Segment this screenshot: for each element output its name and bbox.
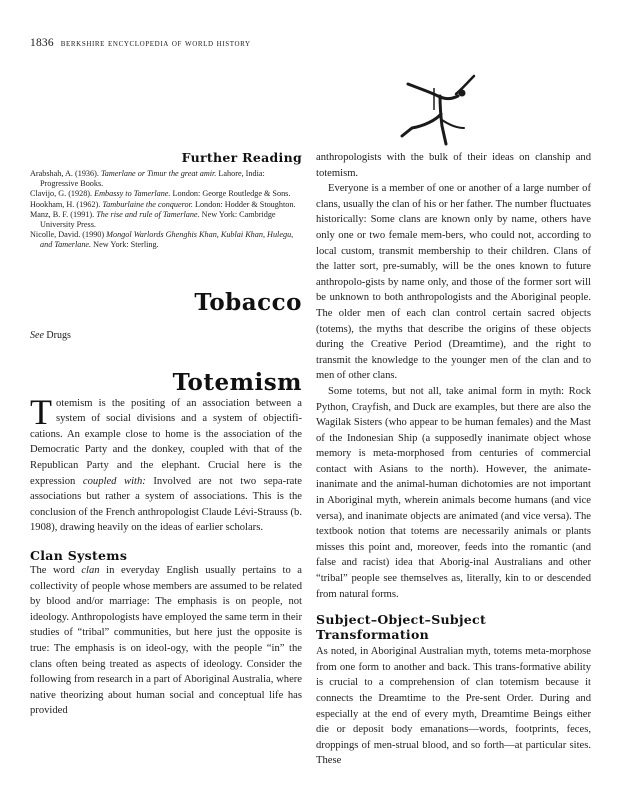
right-paragraph-1: anthropologists with the bulk of their ideas on clanship and totemism. xyxy=(316,152,591,179)
see-target: Drugs xyxy=(46,329,71,341)
reference-item: Clavijo, G. (1928). Embassy to Tamerlane. London: George Routledge & Sons. xyxy=(30,189,291,199)
right-column xyxy=(316,150,591,769)
subject-object-subject-heading: Subject–Object–Subject Transformation xyxy=(316,612,487,643)
page-number: 1836 xyxy=(30,37,54,49)
see-label: See xyxy=(30,329,44,341)
reference-list xyxy=(30,169,302,251)
right-paragraph-4: As noted, in Aboriginal Australian myth, totems meta-morphose from one form to another and back. This trans-formative ability is crucial to a comprehension of clan totemism because it connects the Dreamtime to the Pre-sent Order. During and especially at the end of every myth, Dreamtime Beings either die or deposit body emanations—words, footprints, feces, droppings of men-strual blood, and so forth—at particular sites. These xyxy=(316,646,591,767)
entry-title-totemism: Totemism xyxy=(172,368,302,396)
cross-reference xyxy=(30,330,302,341)
right-paragraph-2: Everyone is a member of one or another of a large number of clans, usually the clan of his or her father. The number fluctuates historically: Some clans are known only by name, others have only one or two female mem-bers, who could not, according to local custom, transmit membership to their children. Clans of the latter sort, pre-sumably, will be the ones known to future anthropolo-gists by name only, and those of the former sort will be unknown to both anthropologists and the Aboriginal people. The older men of each clan control certain sacred objects (totems), the myths that describe the origins of these objects during the Creative Period (Dreamtime), and the right to transmit the knowledge to the younger men of the clan and to men of other clans. xyxy=(316,183,591,382)
right-paragraph-3: Some totems, but not all, take animal form in myth: Rock Python, Crayfish, and Duck are examples, but there are also the Wagilak Sisters (who appear to be human females) and the Mast of the Indonesian Ship (a supposedly inanimate object whose memory is meta-morphosed from centuries of commercial contact with Asians to the north). However, the animate-inanimate and the animal-human dichotomies are not important in Aboriginal myth, wherein animals become humans (and vice versa), and inanimate objects are animated (and vice versa). The textbook notion that totems are necessarily animals or plants misses this point and, moreover, feeds into the romantic (and false and racist) idea that Aborig-inal Australians and other “tribal” people see themselves as, literally, kin to or descended from natural forms. xyxy=(316,385,591,600)
reference-item: Arabshah, A. (1936). Tamerlane or Timur the great amir. Lahore, India: Progressive Books. xyxy=(30,169,265,189)
reference-item: Nicolle, David. (1990) Mongol Warlords Ghenghis Khan, Kublai Khan, Hulegu, and Tamerlane. New York: Sterling. xyxy=(30,230,294,250)
running-head-title: berkshire encyclopedia of world history xyxy=(60,39,251,49)
dancing-figure-icon xyxy=(378,66,488,146)
clan-paragraph: The word clan in everyday English usually pertains to a collectivity of people whose members are assumed to be related by blood and/or marriage: The emphasis is on people, not ideology. Anthropologists have employed the same term in their studies of “tribal” communities, but here just the opposite is true: The emphasis is on ideol-ogy, with the people “in” the clans often being treated as aspects of ideology. Consider the following from research in a part of Aboriginal Australia, where native theorizing about human social and conceptual life has provided xyxy=(30,564,302,717)
reference-item: Hookham, H. (1962). Tamburlaine the conqueror. London: Hodder & Stoughton. xyxy=(30,199,296,209)
totemism-intro: Totemism is the positing of an association between a system of social divisions and a system of objectifi-cations. An example close to home is the association of the Democratic Party and the donkey, coupled with that of the Republican Party and the elephant. Crucial here is the expression coupled with: Involved are not two sepa-rate associations but rather a system of associations. This is the conclusion of the French anthropologist Claude Lévi-Strauss (b. 1908), drawing heavily on the ideas of earlier scholars. xyxy=(30,391,302,534)
clan-systems-heading: Clan Systems xyxy=(30,547,128,563)
drop-cap: T xyxy=(30,391,52,432)
running-head xyxy=(30,37,251,49)
entry-title-tobacco: Tobacco xyxy=(194,288,302,316)
left-column xyxy=(30,150,302,719)
further-reading-heading: Further Reading xyxy=(181,150,302,165)
reference-item: Manz, B. F. (1991). The rise and rule of Tamerlane. New York: Cambridge University Press. xyxy=(30,209,276,230)
